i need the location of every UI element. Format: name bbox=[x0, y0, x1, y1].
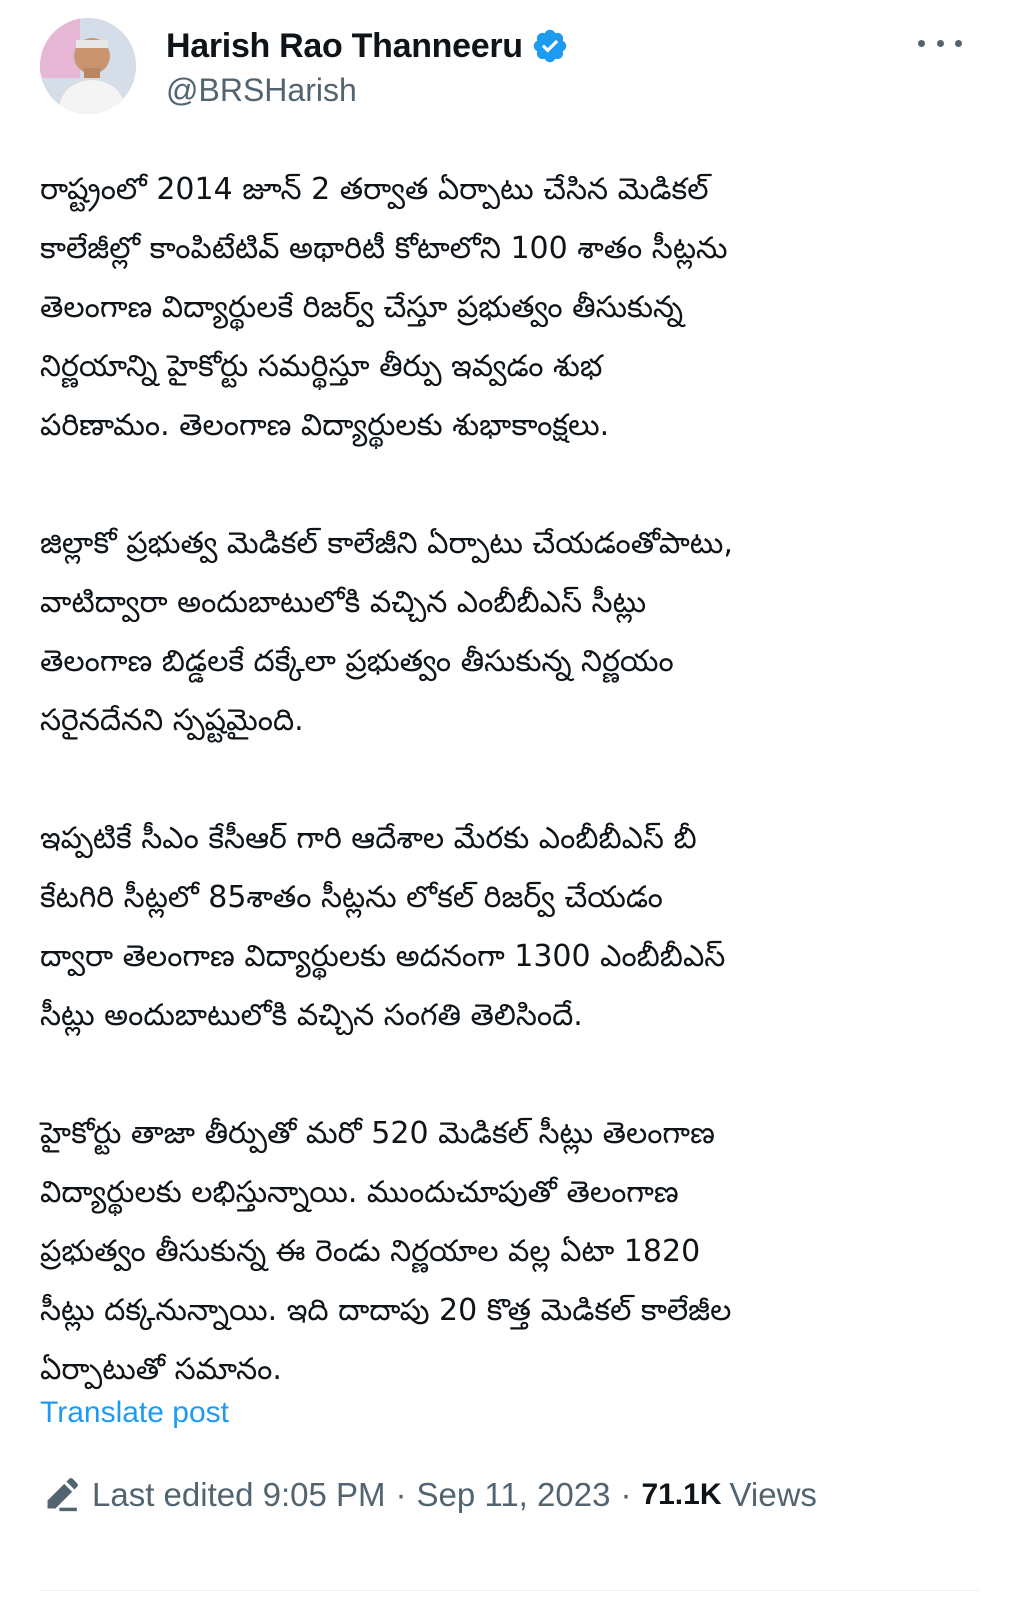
post-header bbox=[40, 18, 980, 118]
display-name-row bbox=[166, 24, 569, 68]
post-meta bbox=[42, 1476, 817, 1514]
verified-badge-icon[interactable] bbox=[531, 27, 569, 65]
author-handle[interactable]: @BRSHarish bbox=[166, 72, 357, 108]
more-options-icon[interactable] bbox=[918, 28, 962, 58]
last-edited-time[interactable]: Last edited 9:05 PM bbox=[92, 1476, 386, 1513]
views-count: 71.1K bbox=[641, 1478, 722, 1511]
pencil-icon[interactable] bbox=[42, 1476, 80, 1514]
meta-separator: · bbox=[620, 1476, 632, 1513]
translate-post-link[interactable]: Translate post bbox=[40, 1396, 229, 1429]
post-paragraph-4: హైకోర్టు తాజా తీర్పుతో మరో 520 మెడికల్ సీట్లు తెలంగాణ విద్యార్థులకు లభిస్తున్నాయి. ముందుచూపుతో తెలంగాణ ప్రభుత్వం తీసుకున్న ఈ రెండు నిర్ణయాల వల్ల ఏటా 1820 సీట్లు దక్కనున్నాయి. ఇది దాదాపు 20 కొత్త మెడికల్ కాలేజీల ఏర్పాటుతో సమానం. bbox=[40, 1116, 732, 1387]
post-paragraph-2: జిల్లాకో ప్రభుత్వ మెడికల్ కాలేజీని ఏర్పాటు చేయడంతోపాటు, వాటిద్వారా అందుబాటులోకి వచ్చిన ఎంబీబీఎస్ సీట్లు తెలంగాణ బిడ్డలకే దక్కేలా ప్రభుత్వం తీసుకున్న నిర్ణయం సరైనదేనని స్పష్టమైంది. bbox=[40, 526, 733, 738]
post-paragraph-1: రాష్ట్రంలో 2014 జూన్ 2 తర్వాత ఏర్పాటు చేసిన మెడికల్ కాలేజీల్లో కాంపిటేటివ్ అథారిటీ కోటాలోని 100 శాతం సీట్లను తెలంగాణ విద్యార్థులకే రిజర్వ్ చేస్తూ ప్రభుత్వం తీసుకున్న నిర్ణయాన్ని హైకోర్టు సమర్థిస్తూ తీర్పు ఇవ్వడం శుభ పరిణామం. తెలంగాణ విద్యార్థులకు శుభాకాంక్షలు. bbox=[40, 172, 728, 443]
more-dot bbox=[918, 40, 925, 47]
post-paragraph-3: ఇప్పటికే సీఎం కేసీఆర్ గారి ఆదేశాల మేరకు ఎంబీబీఎస్ బీ కేటగిరి సీట్లలో 85శాతం సీట్లను లోకల్ రిజర్వ్ చేయడం ద్వారా తెలంగాణ విద్యార్థులకు అదనంగా 1300 ఎంబీబీఎస్ సీట్లు అందుబాటులోకి వచ్చిన సంగతి తెలిసిందే. bbox=[40, 821, 726, 1033]
meta-separator: · bbox=[395, 1476, 407, 1513]
avatar-portrait bbox=[40, 18, 136, 114]
views-label: Views bbox=[729, 1476, 817, 1513]
more-dot bbox=[955, 40, 962, 47]
display-name[interactable]: Harish Rao Thanneeru bbox=[166, 26, 523, 65]
post-date[interactable]: Sep 11, 2023 bbox=[416, 1476, 611, 1513]
more-dot bbox=[937, 40, 944, 47]
avatar[interactable] bbox=[40, 18, 136, 114]
author-names bbox=[166, 24, 569, 109]
divider bbox=[40, 1590, 980, 1591]
post-text bbox=[40, 160, 970, 1399]
